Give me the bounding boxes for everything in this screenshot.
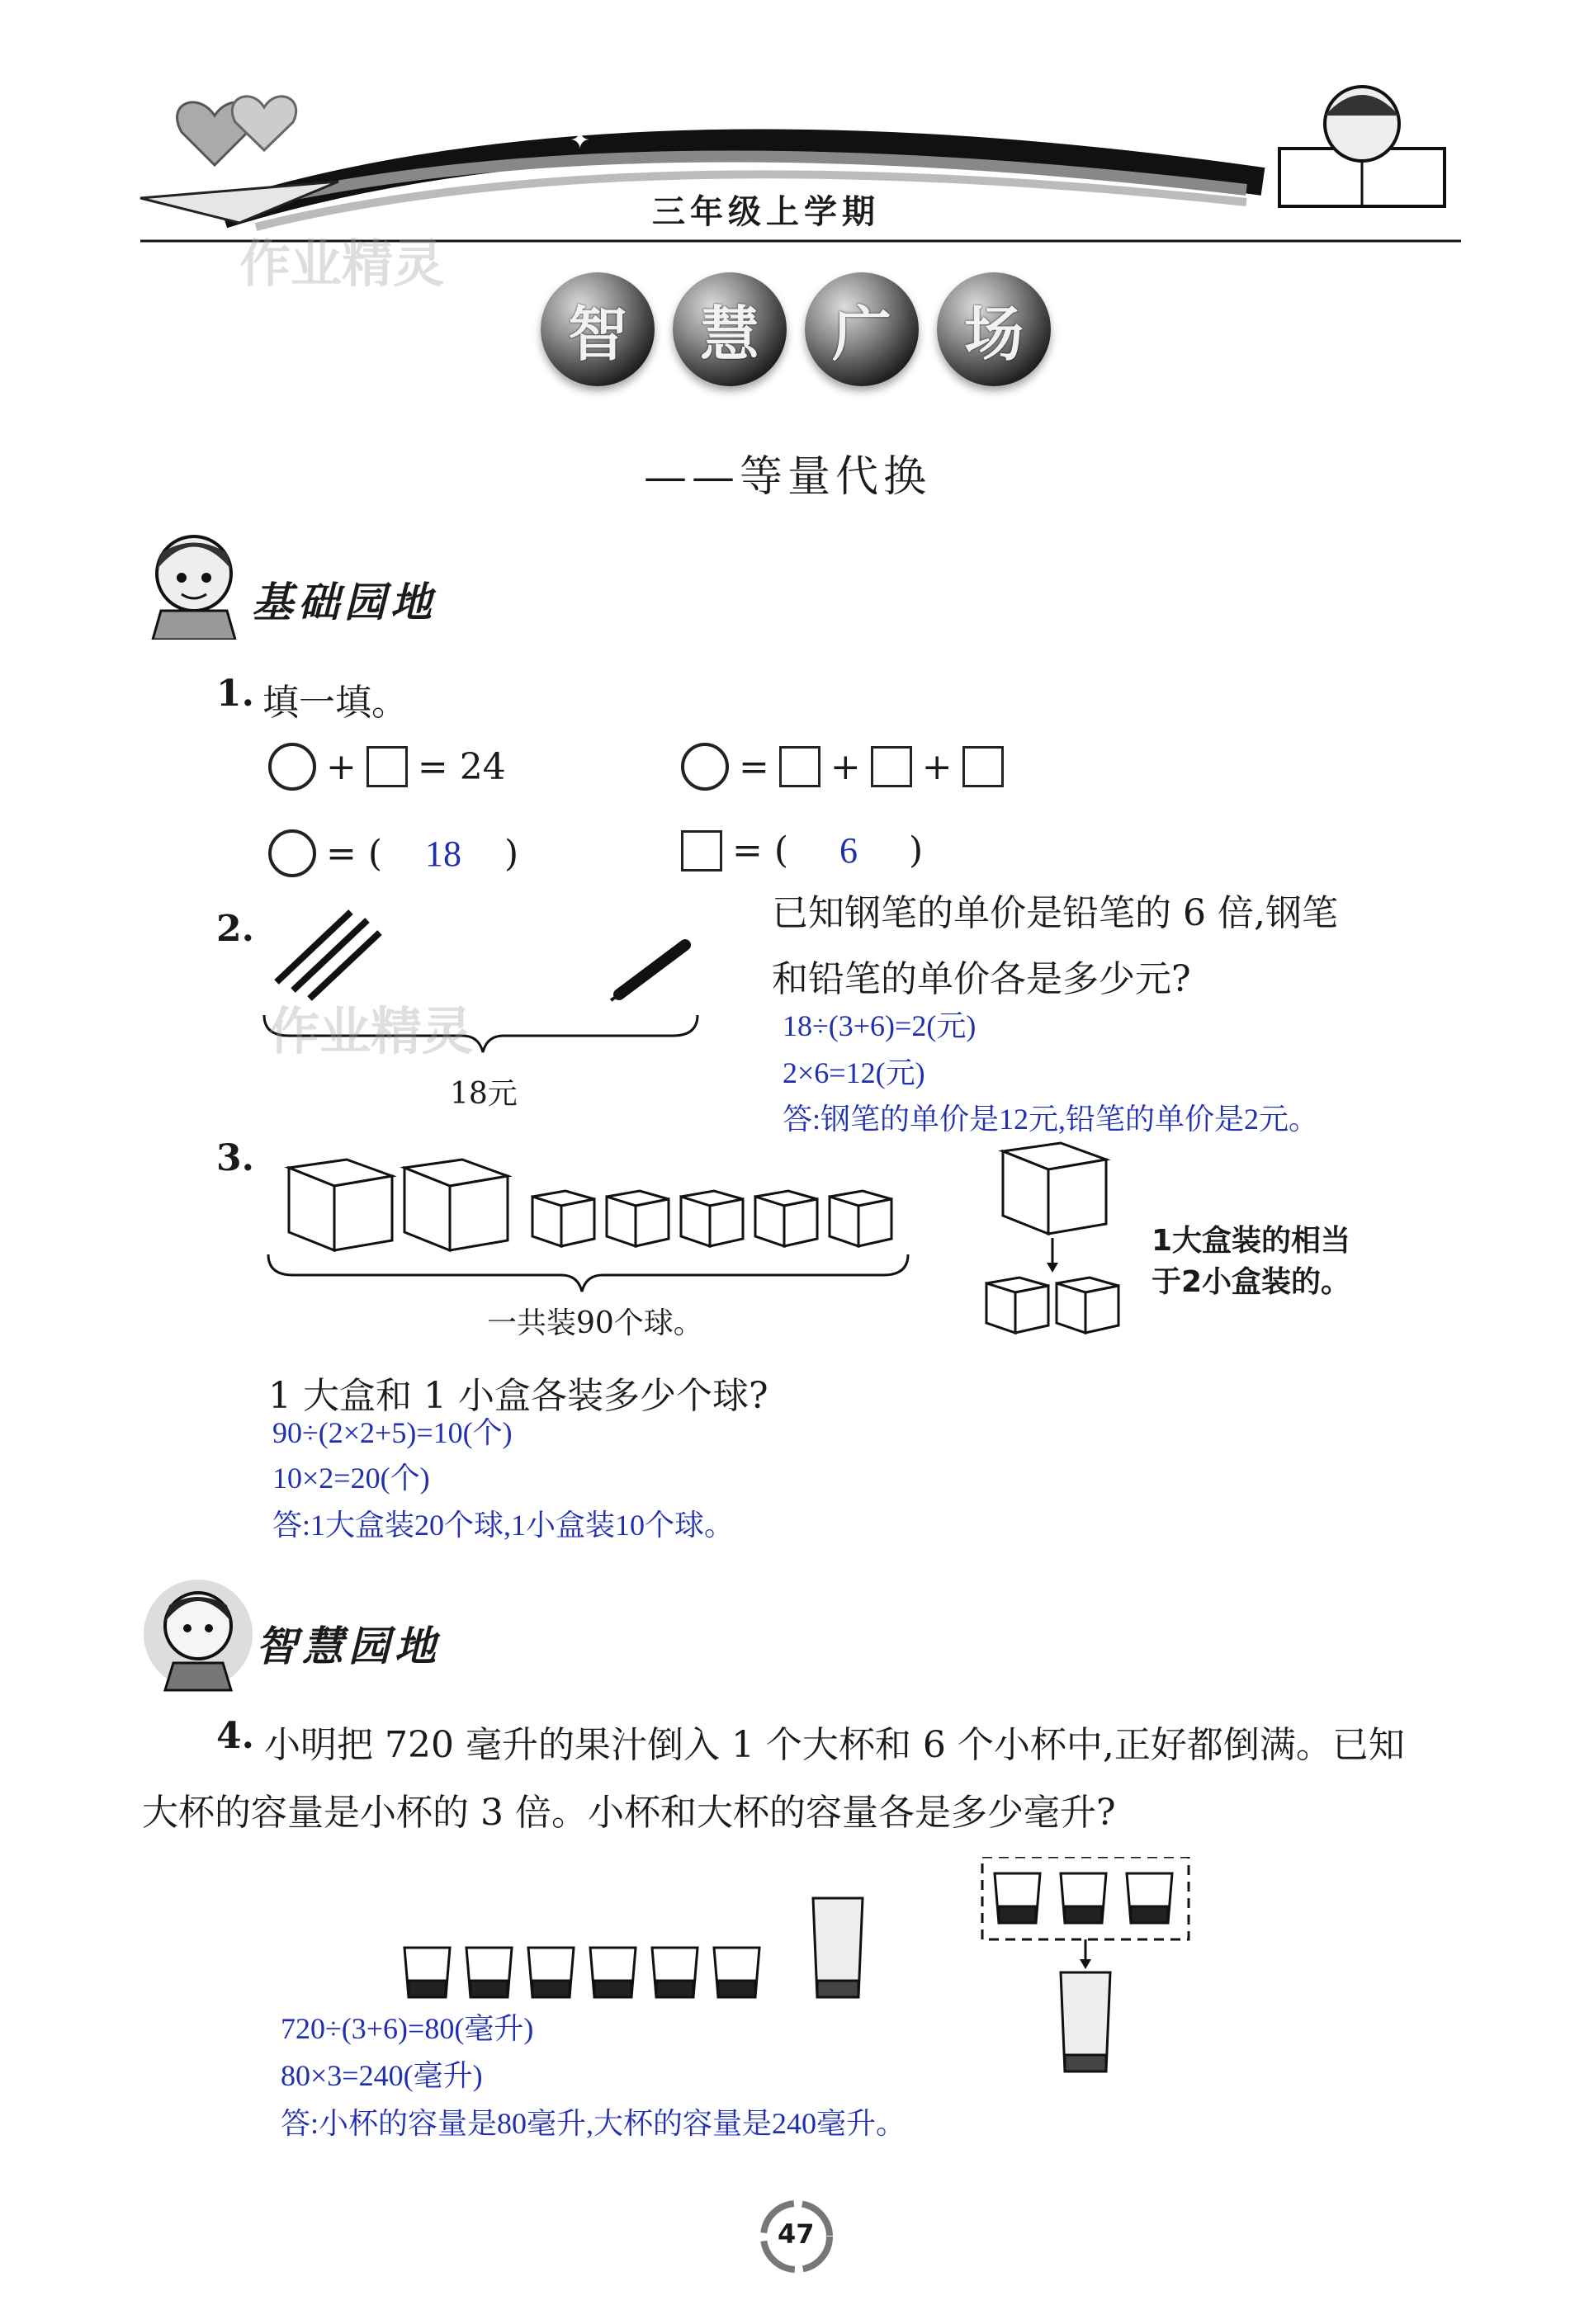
answer-close: )	[909, 829, 924, 872]
question-prompt: 填一填。	[262, 682, 408, 724]
title-char: 场	[963, 300, 1024, 369]
square-shape	[779, 746, 820, 787]
pen-icon	[611, 945, 685, 1000]
boxes-illustration	[256, 1143, 916, 1308]
page-title	[541, 272, 1051, 386]
answer-prefix: = (	[326, 832, 383, 875]
section-title-basic: 基础园地	[252, 579, 437, 626]
large-cup-icon	[1061, 1972, 1110, 2071]
total-label: 18元	[450, 1077, 518, 1111]
square-shape	[366, 746, 408, 787]
small-box-icon	[681, 1191, 743, 1246]
large-box-icon	[404, 1160, 508, 1250]
small-cup-icon	[995, 1873, 1040, 1923]
question-number: 1.	[216, 673, 254, 715]
section-title-wisdom: 智慧园地	[256, 1623, 441, 1670]
title-ball	[541, 272, 655, 386]
svg-text:✦: ✦	[1015, 114, 1037, 143]
answer-line: 80×3=240(毫升)	[281, 2059, 483, 2092]
question-text: 和铅笔的单价各是多少元?	[772, 958, 1191, 1000]
box-equivalence-illustration	[982, 1131, 1164, 1337]
answer-prefix: = (	[732, 829, 789, 872]
title-ball	[673, 272, 787, 386]
small-cup-icon	[590, 1948, 636, 1997]
plus-sign: +	[830, 745, 861, 788]
box-note: 1大盒装的相当	[1151, 1224, 1351, 1258]
equation-1	[268, 743, 506, 791]
page-subtitle: ——等量代换	[644, 452, 932, 502]
plus-sign: +	[326, 745, 357, 788]
question-text: 已知钢笔的单价是铅笔的 6 倍,钢笔	[772, 892, 1338, 934]
answer-square	[681, 829, 923, 872]
small-cup-icon	[528, 1948, 574, 1997]
total-label: 一共装90个球。	[487, 1306, 703, 1340]
square-shape	[962, 746, 1004, 787]
answer-close: )	[504, 832, 519, 875]
answer-value: 18	[425, 833, 462, 874]
answer-line: 2×6=12(元)	[783, 1056, 925, 1089]
question-number: 4.	[216, 1715, 254, 1757]
circle-shape	[681, 743, 729, 791]
circle-shape	[268, 743, 316, 791]
equals-sign: =	[739, 745, 769, 788]
square-shape	[681, 830, 722, 872]
small-box-icon	[532, 1191, 594, 1246]
watermark: 作业精灵	[239, 234, 445, 294]
answer-value: 6	[839, 830, 858, 871]
small-cup-icon	[1061, 1873, 1106, 1923]
large-box-icon	[289, 1160, 392, 1250]
question-text: 1 大盒和 1 小盒各装多少个球?	[268, 1375, 768, 1417]
title-ball	[937, 272, 1051, 386]
reading-girl-icon	[1279, 87, 1445, 206]
small-box-icon	[607, 1191, 669, 1246]
answer-line: 答:小杯的容量是80毫升,大杯的容量是240毫升。	[281, 2107, 906, 2140]
answer-line: 答:1大盒装20个球,1小盒装10个球。	[272, 1509, 735, 1542]
boy-mascot-icon	[136, 524, 252, 640]
small-box-icon	[986, 1278, 1048, 1333]
answer-line: 720÷(3+6)=80(毫升)	[281, 2012, 534, 2045]
plus-sign: +	[921, 745, 953, 788]
square-shape	[871, 746, 912, 787]
answer-line: 18÷(3+6)=2(元)	[783, 1009, 977, 1042]
thinking-boy-icon	[140, 1576, 256, 1692]
small-box-icon	[830, 1191, 891, 1246]
small-box-icon	[1057, 1278, 1118, 1333]
small-cup-icon	[404, 1948, 450, 1997]
small-cup-icon	[1127, 1873, 1172, 1923]
grade-label: 三年级上学期	[652, 193, 880, 231]
answer-line: 答:钢笔的单价是12元,铅笔的单价是2元。	[783, 1103, 1319, 1136]
brace-icon	[268, 1254, 908, 1292]
small-cup-icon	[652, 1948, 698, 1997]
large-box-icon	[1003, 1143, 1106, 1234]
pencil-icon	[277, 912, 380, 999]
answer-line: 10×2=20(个)	[272, 1462, 430, 1495]
question-number: 2.	[216, 908, 254, 950]
title-char: 广	[831, 300, 891, 369]
small-cup-icon	[714, 1948, 759, 1997]
large-cup-icon	[813, 1898, 863, 1997]
heart-icon	[177, 97, 296, 165]
question-text: 小明把 720 毫升的果汁倒入 1 个大杯和 6 个小杯中,正好都倒满。已知	[264, 1724, 1405, 1766]
question-number: 3.	[216, 1137, 254, 1179]
box-note: 于2小盒装的。	[1151, 1265, 1351, 1299]
equation-2	[681, 743, 1004, 791]
cups-illustration	[396, 1857, 1222, 2088]
svg-text:✦: ✦	[570, 126, 591, 155]
title-ball	[805, 272, 919, 386]
question-text: 大杯的容量是小杯的 3 倍。小杯和大杯的容量各是多少毫升?	[142, 1792, 1116, 1834]
watermark: 作业精灵	[268, 1001, 474, 1061]
answer-circle	[268, 829, 518, 877]
page-number: 47	[778, 2218, 815, 2250]
title-char: 慧	[699, 300, 759, 369]
answer-line: 90÷(2×2+5)=10(个)	[272, 1416, 513, 1449]
equation-rhs: = 24	[417, 745, 506, 788]
title-char: 智	[567, 300, 627, 369]
circle-shape	[268, 829, 316, 877]
small-box-icon	[755, 1191, 817, 1246]
small-cup-icon	[466, 1948, 512, 1997]
